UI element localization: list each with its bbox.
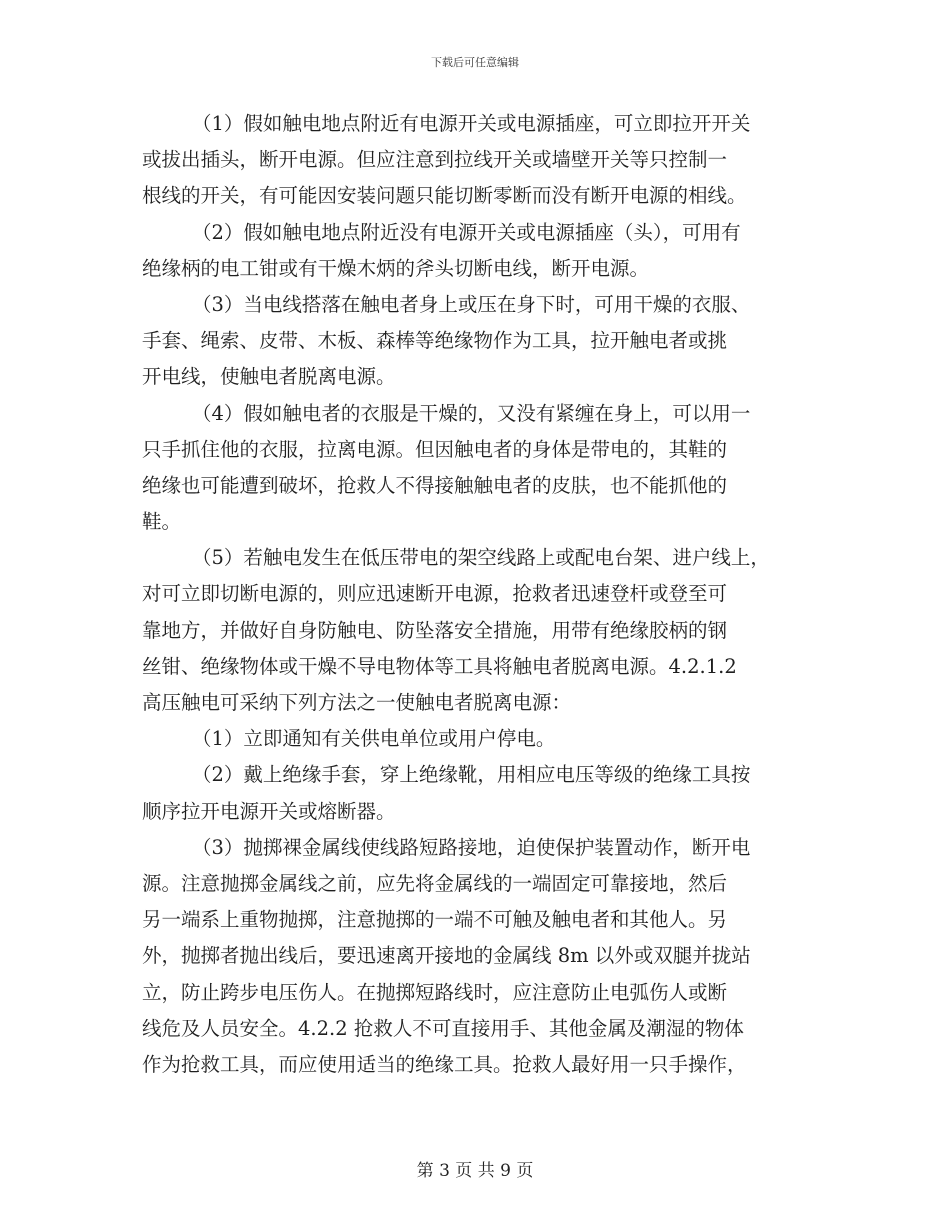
paragraph-line: （3）抛掷裸金属线使线路短路接地，迫使保护装置动作，断开电 <box>192 835 751 859</box>
paragraph-line: （2）假如触电地点附近没有电源开关或电源插座（头），可用有 <box>192 220 741 244</box>
paragraph-line: 绝缘也可能遭到破坏，抢救人不得接触触电者的皮肤，也不能抓他的 <box>142 473 728 497</box>
paragraph-line: 鞋。 <box>142 510 182 534</box>
page-header: 下载后可任意编辑 <box>431 56 519 69</box>
paragraph-line: 丝钳、绝缘物体或干燥不导电物体等工具将触电者脱离电源。4.2.1.2 <box>142 654 737 678</box>
paragraph-line: 外，抛掷者抛出线后，要迅速离开接地的金属线 8m 以外或双腿并拢站 <box>142 944 751 968</box>
paragraph-line: 线危及人员安全。4.2.2 抢救人不可直接用手、其他金属及潮湿的物体 <box>142 1016 744 1040</box>
page-number-footer: 第 3 页 共 9 页 <box>416 1161 534 1181</box>
paragraph-line: （2）戴上绝缘手套，穿上绝缘靴，用相应电压等级的绝缘工具按 <box>192 763 751 787</box>
paragraph-line: （1）立即通知有关供电单位或用户停电。 <box>192 727 556 751</box>
paragraph-line: 顺序拉开电源开关或熔断器。 <box>142 799 396 823</box>
paragraph-line: 立，防止跨步电压伤人。在抛掷短路线时，应注意防止电弧伤人或断 <box>142 980 728 1004</box>
paragraph-line: 对可立即切断电源的，则应迅速断开电源，抢救者迅速登杆或登至可 <box>142 582 728 606</box>
paragraph-line: 高压触电可采纳下列方法之一使触电者脱离电源： <box>142 691 572 714</box>
paragraph-line: 根线的开关，有可能因安装问题只能切断零断而没有断开电源的相线。 <box>142 184 747 208</box>
paragraph-line: （4）假如触电者的衣服是干燥的，又没有紧缠在身上，可以用一 <box>192 401 751 425</box>
paragraph-line: 或拔出插头，断开电源。但应注意到拉线开关或墙壁开关等只控制一 <box>142 148 728 172</box>
paragraph-line: 作为抢救工具，而应使用适当的绝缘工具。抢救人最好用一只手操作， <box>142 1052 747 1076</box>
document-body <box>142 106 820 1083</box>
paragraph-line: （1）假如触电地点附近有电源开关或电源插座，可立即拉开开关 <box>192 112 751 135</box>
paragraph-line: （3）当电线搭落在触电者身上或压在身下时，可用干燥的衣服、 <box>192 292 751 316</box>
paragraph-line: 只手抓住他的衣服，拉离电源。但因触电者的身体是带电的，其鞋的 <box>142 437 728 461</box>
paragraph-line: 靠地方，并做好自身防触电、防坠落安全措施，用带有绝缘胶柄的钢 <box>142 618 728 642</box>
paragraph-line: 手套、绳索、皮带、木板、森棒等绝缘物作为工具，拉开触电者或挑 <box>142 329 728 353</box>
paragraph-line: 开电线，使触电者脱离电源。 <box>142 365 396 389</box>
paragraph-line: 绝缘柄的电工钳或有干燥木炳的斧头切断电线，断开电源。 <box>142 256 650 280</box>
paragraph-line: 另一端系上重物抛掷，注意抛掷的一端不可触及触电者和其他人。另 <box>142 908 728 932</box>
paragraph-line: （5）若触电发生在低压带电的架空线路上或配电台架、进户线上， <box>192 546 770 570</box>
paragraph-line: 源。注意抛掷金属线之前，应先将金属线的一端固定可靠接地，然后 <box>142 871 728 895</box>
